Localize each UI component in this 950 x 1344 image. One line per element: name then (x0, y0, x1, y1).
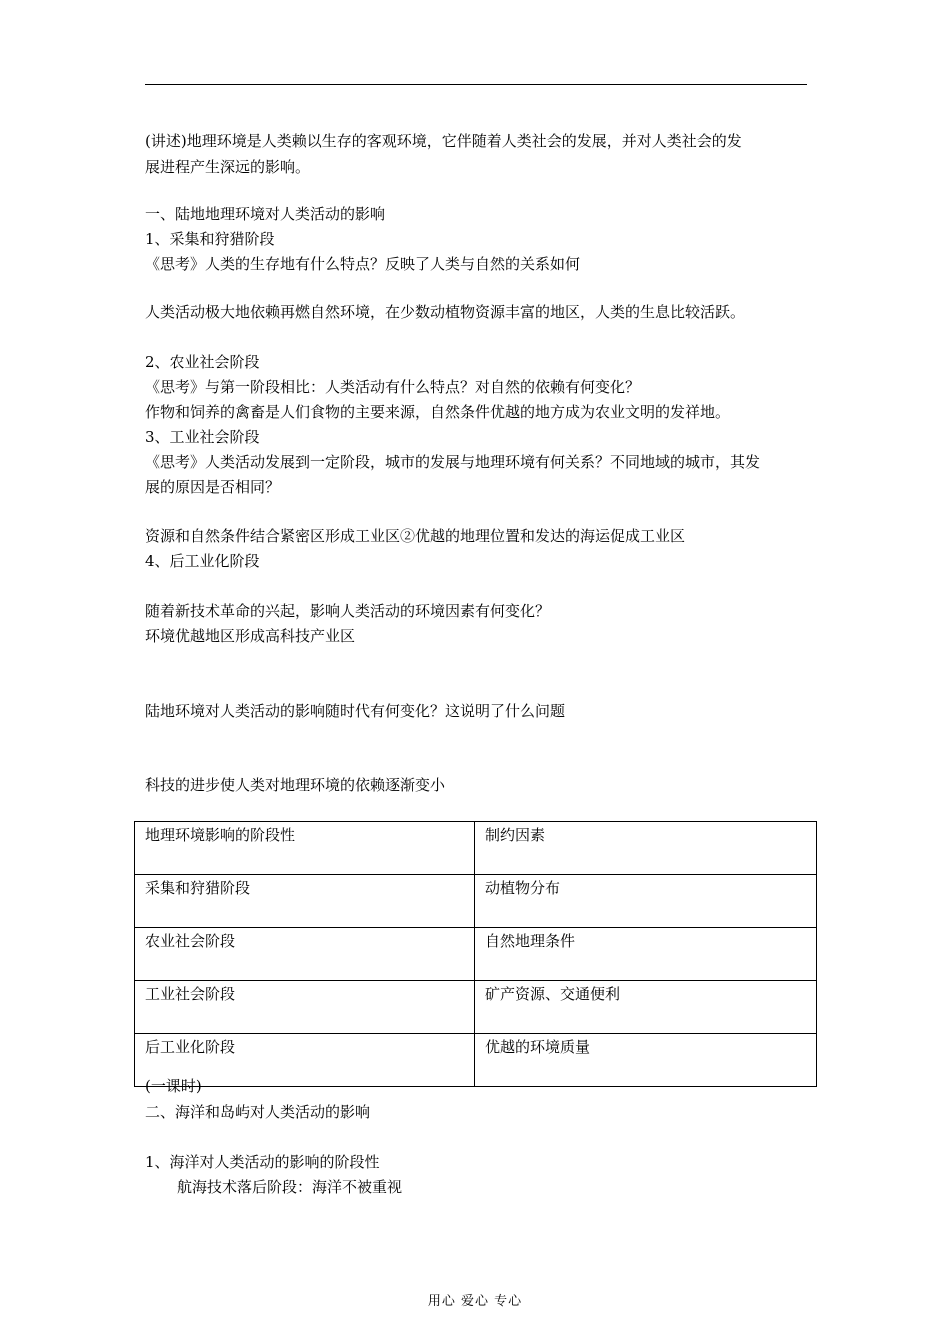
subheading-hunting-stage: 1、采集和狩猎阶段 (145, 230, 275, 248)
answer-agriculture-stage: 作物和饲养的禽畜是人们食物的主要来源，自然条件优越的地方成为农业文明的发祥地。 (145, 403, 731, 421)
section-heading-land: 一、陆地地理环境对人类活动的影响 (145, 205, 386, 223)
table-cell-stage: 工业社会阶段 (135, 981, 475, 1034)
page-footer: 用心 爱心 专心 (427, 1294, 523, 1309)
question-post-industrial-stage: 随着新技术革命的兴起，影响人类活动的环境因素有何变化？ (145, 602, 551, 620)
table-row (135, 981, 817, 1034)
subheading-post-industrial-stage: 4、后工业化阶段 (145, 552, 260, 570)
subheading-industrial-stage: 3、工业社会阶段 (145, 428, 260, 446)
answer-industrial-stage: 资源和自然条件结合紧密区形成工业区②优越的地理位置和发达的海运促成工业区 (145, 527, 686, 545)
subheading-ocean-stages: 1、海洋对人类活动的影响的阶段性 (145, 1153, 380, 1171)
table-cell-factor: 自然地理条件 (475, 928, 817, 981)
question-land-summary: 陆地环境对人类活动的影响随时代有何变化？这说明了什么问题 (145, 702, 566, 720)
answer-hunting-stage: 人类活动极大地依赖再燃自然环境，在少数动植物资源丰富的地区，人类的生息比较活跃。 (145, 303, 746, 321)
question-agriculture-stage: 《思考》与第一阶段相比：人类活动有什么特点？对自然的依赖有何变化？ (145, 378, 641, 396)
table-header-cell-stage: 地理环境影响的阶段性 (135, 822, 475, 875)
table-row (135, 822, 817, 875)
table-cell-stage: 后工业化阶段 (135, 1034, 475, 1087)
paragraph-intro-line2: 展进程产生深远的影响。 (145, 158, 311, 176)
stage-factor-table (134, 821, 817, 1087)
lesson-count-note: (一课时) (145, 1077, 202, 1095)
table-cell-factor: 动植物分布 (475, 875, 817, 928)
ocean-stage-item: 航海技术落后阶段：海洋不被重视 (177, 1178, 403, 1196)
section-heading-ocean: 二、海洋和岛屿对人类活动的影响 (145, 1103, 371, 1121)
header-rule (145, 84, 807, 85)
question-industrial-stage-line1: 《思考》人类活动发展到一定阶段，城市的发展与地理环境有何关系？不同地域的城市，其发 (145, 453, 761, 471)
table-cell-stage: 采集和狩猎阶段 (135, 875, 475, 928)
table-header-cell-factor: 制约因素 (475, 822, 817, 875)
answer-post-industrial-stage: 环境优越地区形成高科技产业区 (145, 627, 356, 645)
subheading-agriculture-stage: 2、农业社会阶段 (145, 353, 260, 371)
table-cell-stage: 农业社会阶段 (135, 928, 475, 981)
paragraph-intro-line1: (讲述)地理环境是人类赖以生存的客观环境，它伴随着人类社会的发展，并对人类社会的发 (145, 132, 742, 150)
table-row (135, 1034, 817, 1087)
answer-land-summary: 科技的进步使人类对地理环境的依赖逐渐变小 (145, 776, 446, 794)
table-cell-factor: 优越的环境质量 (475, 1034, 817, 1087)
table-cell-factor: 矿产资源、交通便利 (475, 981, 817, 1034)
table-row (135, 928, 817, 981)
question-hunting-stage: 《思考》人类的生存地有什么特点？反映了人类与自然的关系如何 (145, 255, 581, 273)
question-industrial-stage-line2: 展的原因是否相同？ (145, 478, 281, 496)
table-row (135, 875, 817, 928)
